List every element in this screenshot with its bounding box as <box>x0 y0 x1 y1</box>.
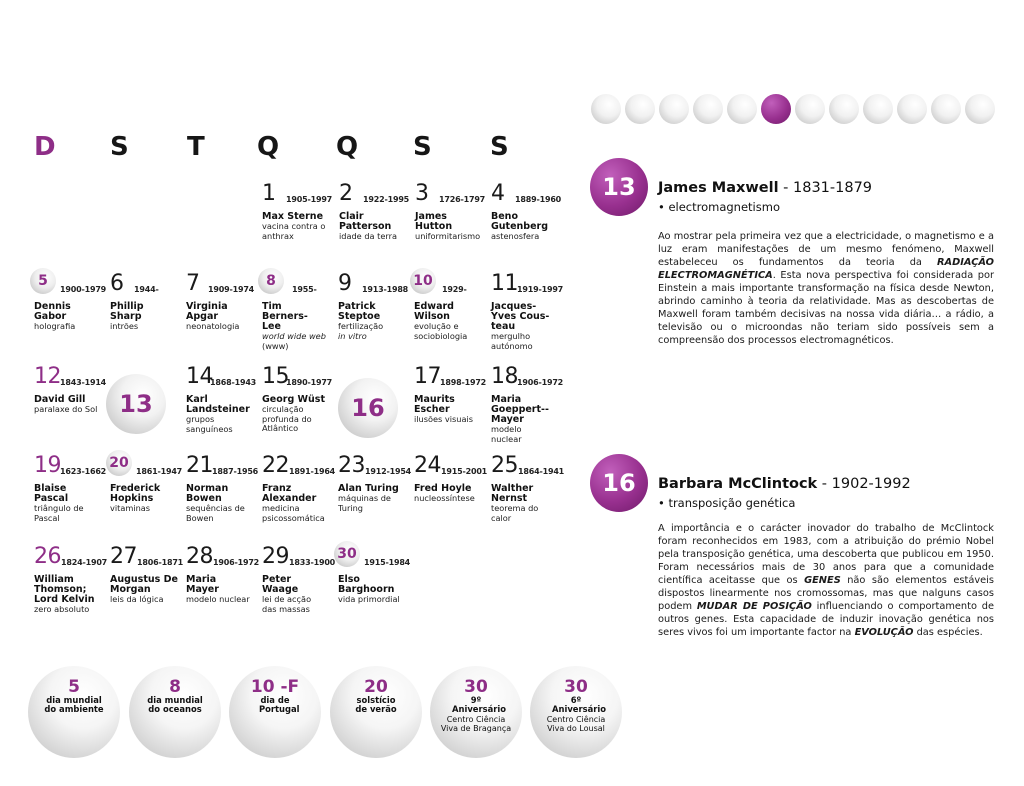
month-ball-current <box>761 94 791 124</box>
day-years: 1726-1797 <box>439 195 486 204</box>
person-topic: (www) <box>262 340 289 351</box>
day-number: 9 <box>338 271 352 296</box>
day-person <box>338 302 402 341</box>
article-16-title <box>658 476 911 492</box>
person-topic: vida primordial <box>338 594 400 604</box>
day-years: 1891-1964 <box>289 467 336 476</box>
person-name: Karl Landsteiner <box>186 394 250 415</box>
weekday-sunday: D <box>34 132 56 162</box>
day-years: 1915-1984 <box>364 558 411 567</box>
person-topic: circulação profunda do Atlântico <box>262 404 312 434</box>
article-16-body <box>658 522 994 639</box>
day-number-highlight: 30 <box>334 541 360 567</box>
day-number: 19 <box>34 453 61 478</box>
event-day: 30 <box>564 677 588 697</box>
person-topic: máquinas de Turing <box>338 493 391 513</box>
day-years: 1912-1954 <box>365 467 412 476</box>
person-name: Peter Waage <box>262 574 299 595</box>
person-name: Norman Bowen <box>186 483 229 504</box>
day-years: 1955- <box>292 285 317 294</box>
day-number-highlight: 10 <box>410 268 436 294</box>
person-name: Jacques-Yves Cous-teau <box>491 301 550 332</box>
person-name: Elso Barghoorn <box>338 574 395 595</box>
day-person <box>262 575 326 614</box>
day-years: 1861-1947 <box>136 467 183 476</box>
day-person <box>262 484 326 523</box>
day-years: 1900-1979 <box>60 285 107 294</box>
person-name: Maurits Escher <box>414 394 455 415</box>
day-number: 12 <box>34 364 61 389</box>
person-topic: modelo nuclear <box>491 424 522 444</box>
day-person <box>110 484 174 514</box>
day-person <box>110 575 178 605</box>
day-number: 15 <box>262 364 289 389</box>
day-number: 6 <box>110 271 124 296</box>
day-number: 23 <box>338 453 365 478</box>
article-16-subtitle: • transposição genética <box>658 496 796 510</box>
person-topic: paralaxe do Sol <box>34 404 98 414</box>
person-topic: lei de acção das massas <box>262 594 312 614</box>
article-name: James Maxwell <box>658 180 779 196</box>
person-name: Edward Wilson <box>414 301 454 322</box>
person-name: Fred Hoyle <box>414 483 472 494</box>
person-topic: evolução e sociobiologia <box>414 321 468 341</box>
day-person <box>186 484 250 523</box>
body-text: A importância e o carácter inovador do trabalho de McClintock foram reconhecidos em 1983, com a atribuição do prémio Nobel pela transposição genética, uma descoberta que publicou em 1950. Foram necessários mais de 30 anos para que a comunidade científica aceitasse que os <box>658 523 994 586</box>
person-topic: mergulho autónomo <box>491 331 533 351</box>
day-number-highlight: 20 <box>106 450 132 476</box>
event-text: 9º Aniversário <box>452 695 506 715</box>
person-name: Beno Gutenberg <box>491 211 549 232</box>
person-topic: triângulo de Pascal <box>34 503 84 523</box>
person-topic: holografia <box>34 321 76 331</box>
article-years: - 1831-1879 <box>778 180 873 196</box>
event-ball <box>129 666 221 758</box>
day-years: 1913-1988 <box>362 285 409 294</box>
person-name: Frederick Hopkins <box>110 483 161 504</box>
day-person <box>491 302 553 351</box>
day-person <box>186 302 250 332</box>
day-years: 1906-1972 <box>517 378 564 387</box>
person-name: Tim Berners-Lee <box>262 301 308 332</box>
day-person <box>262 395 326 434</box>
person-name: Augustus De Morgan <box>110 574 178 595</box>
event-ball <box>28 666 120 758</box>
day-years: 1919-1997 <box>517 285 564 294</box>
month-ball <box>795 94 825 124</box>
person-name: James Hutton <box>415 211 453 232</box>
person-name: Franz Alexander <box>262 483 317 504</box>
person-name: Dennis Gabor <box>34 301 71 322</box>
person-name: Patrick Steptoe <box>338 301 381 322</box>
day-person <box>34 484 98 523</box>
person-topic: vitaminas <box>110 503 151 513</box>
person-name: Max Sterne <box>262 211 324 222</box>
event-ball <box>430 666 522 758</box>
day-person <box>339 212 403 242</box>
article-16-ball: 16 <box>590 454 648 512</box>
month-ball <box>965 94 995 124</box>
event-ball <box>530 666 622 758</box>
day-years: 1905-1997 <box>286 195 333 204</box>
day-number: 17 <box>414 364 441 389</box>
person-name: Clair Patterson <box>339 211 392 232</box>
event-text: dia mundial do ambiente <box>44 695 104 715</box>
day-person <box>34 575 98 615</box>
weekday-friday: S <box>413 132 432 162</box>
person-name: Maria Mayer <box>186 574 219 595</box>
day-person <box>415 212 479 242</box>
month-ball <box>897 94 927 124</box>
event-ball <box>330 666 422 758</box>
day-number: 1 <box>262 181 276 206</box>
person-name: Maria Goeppert--Mayer <box>491 394 549 425</box>
day-years: 1887-1956 <box>212 467 259 476</box>
day-years: 1922-1995 <box>363 195 410 204</box>
day-number: 3 <box>415 181 429 206</box>
article-13-body <box>658 230 994 347</box>
person-name: Virginia Apgar <box>186 301 228 322</box>
day-years: 1806-1871 <box>137 558 184 567</box>
article-13-title <box>658 180 872 196</box>
day-person <box>491 212 555 242</box>
day-person <box>110 302 174 332</box>
day-person <box>262 212 326 241</box>
article-years: - 1902-1992 <box>817 476 911 492</box>
day-number: 28 <box>186 544 213 569</box>
event-text: dia de Portugal <box>259 695 300 715</box>
person-name: Walther Nernst <box>491 483 534 504</box>
month-ball <box>863 94 893 124</box>
person-topic: medicina psicossomática <box>262 503 325 523</box>
person-topic: uniformitarismo <box>415 231 481 241</box>
day-16-highlight-ball: 16 <box>338 378 398 438</box>
day-years: 1909-1974 <box>208 285 255 294</box>
day-13-highlight-ball: 13 <box>106 374 166 434</box>
day-person <box>491 395 553 444</box>
day-person <box>338 484 402 513</box>
event-day: 8 <box>169 677 181 697</box>
month-ball <box>591 94 621 124</box>
person-topic: vacina contra o anthrax <box>262 221 326 241</box>
event-subtext: Centro Ciência Viva de Bragança <box>440 714 512 733</box>
person-name: David Gill <box>34 394 86 405</box>
day-number: 2 <box>339 181 353 206</box>
month-ball <box>693 94 723 124</box>
month-ball <box>829 94 859 124</box>
event-day: 10 -F <box>250 677 300 697</box>
event-day: 20 <box>364 677 388 697</box>
event-text: 6º Aniversário <box>552 695 606 715</box>
person-topic: astenosfera <box>491 231 540 241</box>
day-number: 7 <box>186 271 200 296</box>
body-text: Ao mostrar pela primeira vez que a electricidade, o magnetismo e a luz eram manifestações de um mesmo fenómeno, Maxwell estabeleceu os fundamentos da teoria da <box>658 231 994 268</box>
day-number: 18 <box>491 364 518 389</box>
day-number: 26 <box>34 544 61 569</box>
day-years: 1906-1972 <box>213 558 260 567</box>
day-person <box>414 302 484 341</box>
person-topic: fertilização <box>338 321 384 331</box>
day-number: 27 <box>110 544 137 569</box>
body-text: das espécies. <box>913 627 983 638</box>
person-name: Alan Turing <box>338 483 399 494</box>
day-person <box>34 395 98 415</box>
body-highlight: MUDAR DE POSIÇÃO <box>696 601 812 612</box>
day-person <box>414 395 478 425</box>
weekday-wednesday: Q <box>257 132 280 162</box>
event-subtext: Centro Ciência Viva do Lousal <box>546 714 606 733</box>
person-topic: neonatologia <box>186 321 240 331</box>
day-number: 25 <box>491 453 518 478</box>
person-topic: intrões <box>110 321 139 331</box>
day-years: 1929- <box>442 285 467 294</box>
weekday-monday: S <box>110 132 129 162</box>
day-person <box>414 484 478 504</box>
person-topic: ilusões visuais <box>414 414 474 424</box>
person-topic: modelo nuclear <box>186 594 250 604</box>
weekday-saturday: S <box>490 132 509 162</box>
person-topic: teorema do calor <box>491 503 539 523</box>
day-years: 1898-1972 <box>440 378 487 387</box>
day-number: 14 <box>186 364 213 389</box>
weekday-tuesday: T <box>187 132 205 162</box>
body-highlight: EVOLUÇÃO <box>854 627 914 638</box>
day-number: 4 <box>491 181 505 206</box>
day-number: 22 <box>262 453 289 478</box>
day-years: 1889-1960 <box>515 195 562 204</box>
person-topic: leis da lógica <box>110 594 164 604</box>
day-years: 1824-1907 <box>61 558 108 567</box>
day-years: 1843-1914 <box>60 378 107 387</box>
day-years: 1833-1900 <box>289 558 336 567</box>
body-text: não são elementos estáveis dispostos linearmente nos cromossomas, mas que nalguns casos podem <box>658 575 994 612</box>
day-years: 1944- <box>134 285 159 294</box>
article-13-subtitle: • electromagnetismo <box>658 200 780 214</box>
person-topic: nucleossíntese <box>414 493 475 503</box>
month-ball <box>625 94 655 124</box>
event-day: 30 <box>464 677 488 697</box>
day-years: 1890-1977 <box>286 378 333 387</box>
day-person <box>491 484 553 523</box>
day-years: 1868-1943 <box>210 378 257 387</box>
event-day: 5 <box>68 677 80 697</box>
day-number-highlight: 5 <box>30 268 56 294</box>
body-text: . Esta nova perspectiva foi considerada por Einstein a mais importante transformação na física desde Newton, abrindo caminho à teoria da relatividade. Mas as descobertas de Maxwell foram também decisivas na nossa vida diária… a rádio, a televisão ou o microondas não teriam sido possíveis sem a compreensão dos processos electromagnéticos. <box>658 270 994 346</box>
body-text: influenciando o comportamento de outros genes. Esta capacidade de induzir inovação genética nos seres vivos foi um importante factor na <box>658 601 994 638</box>
person-topic: world wide web <box>262 331 326 341</box>
article-name: Barbara McClintock <box>658 476 818 492</box>
day-person <box>34 302 98 332</box>
person-topic: grupos sanguíneos <box>186 414 233 434</box>
month-ball <box>727 94 757 124</box>
person-topic: in vitro <box>338 330 367 341</box>
day-years: 1864-1941 <box>518 467 565 476</box>
day-years: 1623-1662 <box>60 467 107 476</box>
day-years: 1915-2001 <box>441 467 488 476</box>
event-text: dia mundial do oceanos <box>147 695 203 715</box>
month-ball <box>659 94 689 124</box>
weekday-thursday: Q <box>336 132 359 162</box>
person-name: Georg Wüst <box>262 394 325 405</box>
day-number: 21 <box>186 453 213 478</box>
month-ball <box>931 94 961 124</box>
day-number: 11 <box>491 271 518 296</box>
event-ball <box>229 666 321 758</box>
day-person <box>262 302 326 351</box>
person-topic: idade da terra <box>339 231 397 241</box>
person-name: Blaise Pascal <box>34 483 69 504</box>
person-topic: sequências de Bowen <box>186 503 245 523</box>
day-person <box>186 395 250 434</box>
article-13-ball: 13 <box>590 158 648 216</box>
body-highlight: RADIAÇÃO ELECTROMAGNÉTICA <box>658 257 994 281</box>
person-name: William Thomson; Lord Kelvin <box>34 574 95 605</box>
day-number-highlight: 8 <box>258 268 284 294</box>
day-number: 24 <box>414 453 441 478</box>
day-number: 29 <box>262 544 289 569</box>
person-name: Phillip Sharp <box>110 301 144 322</box>
body-highlight: GENES <box>804 575 841 586</box>
person-topic: zero absoluto <box>34 604 90 614</box>
day-person <box>338 575 402 605</box>
event-text: solstício de verão <box>355 695 397 715</box>
day-person <box>186 575 250 605</box>
